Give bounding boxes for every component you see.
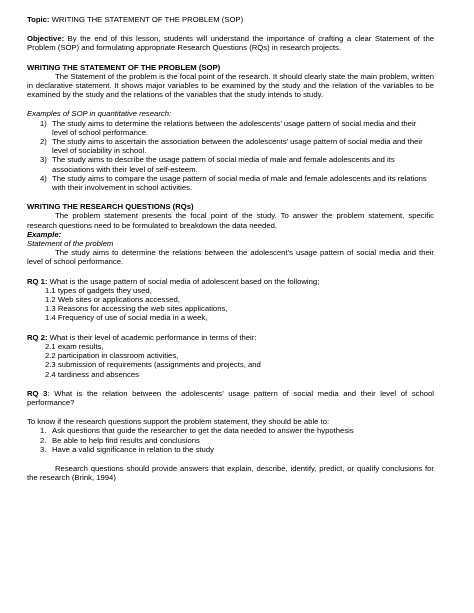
rq-heading: WRITING THE RESEARCH QUESTIONS (RQs) bbox=[27, 202, 194, 212]
list-item: 1.1 types of gadgets they used, bbox=[45, 285, 152, 295]
support-list bbox=[27, 426, 434, 454]
list-item: 1) The study aims to determine the relations between the adolescents’ usage pattern of social media and their level of school performance. bbox=[40, 118, 417, 137]
rq3-label: RQ 3 bbox=[27, 388, 48, 398]
list-item: 2.1 exam results, bbox=[45, 341, 104, 351]
list-item: 2.3 submission of requirements (assignments and projects, and bbox=[45, 360, 261, 370]
list-item: 1.4 Frequency of use of social media in a week, bbox=[45, 313, 208, 323]
list-item: 2. Be able to help find results and conclusions bbox=[40, 435, 200, 445]
objective-label: Objective: bbox=[27, 34, 65, 44]
list-item: 3. Have a valid significance in relation to the study bbox=[40, 444, 214, 454]
rq-paragraph: The problem statement presents the focal point of the study. To answer the problem statement, specific research questions need to be formulated to breakdown the data needed. bbox=[27, 211, 434, 230]
rq-statement: The study aims to determine the relations between the adolescent’s usage pattern of social media and their level of school performance. bbox=[27, 248, 434, 267]
list-item: 4) The study aims to compare the usage pattern of social media of male and female adolescents and its relations with their involvement in school activities. bbox=[40, 173, 427, 193]
list-item: 3) The study aims to describe the usage pattern of social media of male and female adolescents and its associations with their level of self-esteem. bbox=[40, 155, 395, 174]
rq2-text: What is their level of academic performance in terms of their: bbox=[47, 332, 257, 342]
rq-example-label: Example: bbox=[27, 229, 62, 239]
objective-paragraph bbox=[27, 34, 434, 52]
rq2-label: RQ 2: bbox=[27, 332, 48, 342]
rq2-line bbox=[27, 333, 434, 342]
sop-heading: WRITING THE STATEMENT OF THE PROBLEM (SOP) bbox=[27, 62, 221, 72]
sop-examples-label: Examples of SOP in quantitative research: bbox=[27, 109, 172, 119]
objective-text: By the end of this lesson, students will understand the importance of crafting a clear Statement of the Problem (SOP) and formulating appropriate Research Questions (RQs) in research projects. bbox=[27, 34, 434, 53]
topic-line bbox=[27, 15, 434, 24]
list-item: 1.3 Reasons for accessing the web sites applications, bbox=[45, 304, 228, 314]
list-item: 2.2 participation in classroom activities, bbox=[45, 351, 179, 361]
rq1-text: What is the usage pattern of social media of adolescent based on the following; bbox=[47, 276, 320, 286]
list-item: 1. Ask questions that guide the researcher to get the data needed to answer the hypothesis bbox=[40, 426, 354, 436]
rq3-line bbox=[27, 389, 434, 407]
sop-examples-list bbox=[27, 119, 434, 193]
rq1-label: RQ 1: bbox=[27, 276, 48, 286]
sop-paragraph: The Statement of the problem is the focal point of the research. It should clearly state the main problem, written in declarative statement. It shows major variables to be examined by the study and the relation of the variables to be examined by the study and the relations of the variables that the study intends to study. bbox=[27, 71, 434, 100]
list-item: 2.4 tardiness and absences bbox=[45, 369, 140, 379]
rq-statement-label: Statement of the problem bbox=[27, 239, 114, 249]
topic-label: Topic: bbox=[27, 15, 50, 24]
rq2-items bbox=[27, 342, 434, 379]
closing-paragraph: Research questions should provide answers that explain, describe, identify, predict, or qualify conclusions for the research (Brink, 1994) bbox=[27, 463, 434, 483]
topic-text: WRITING THE STATEMENT OF THE PROBLEM (SOP) bbox=[49, 15, 244, 24]
rq3-text: : What is the relation between the adolescents’ usage pattern of social media and their level of school performance? bbox=[27, 388, 434, 407]
list-item: 1.2 Web sites or applications accessed, bbox=[45, 295, 180, 305]
rq1-items bbox=[27, 286, 434, 323]
list-item: 2) The study aims to ascertain the association between the adolescents’ usage pattern of social media and their level of sociability in school. bbox=[40, 137, 423, 156]
support-intro: To know if the research questions support the problem statement, they should be able to: bbox=[27, 417, 330, 427]
rq1-line bbox=[27, 277, 434, 286]
